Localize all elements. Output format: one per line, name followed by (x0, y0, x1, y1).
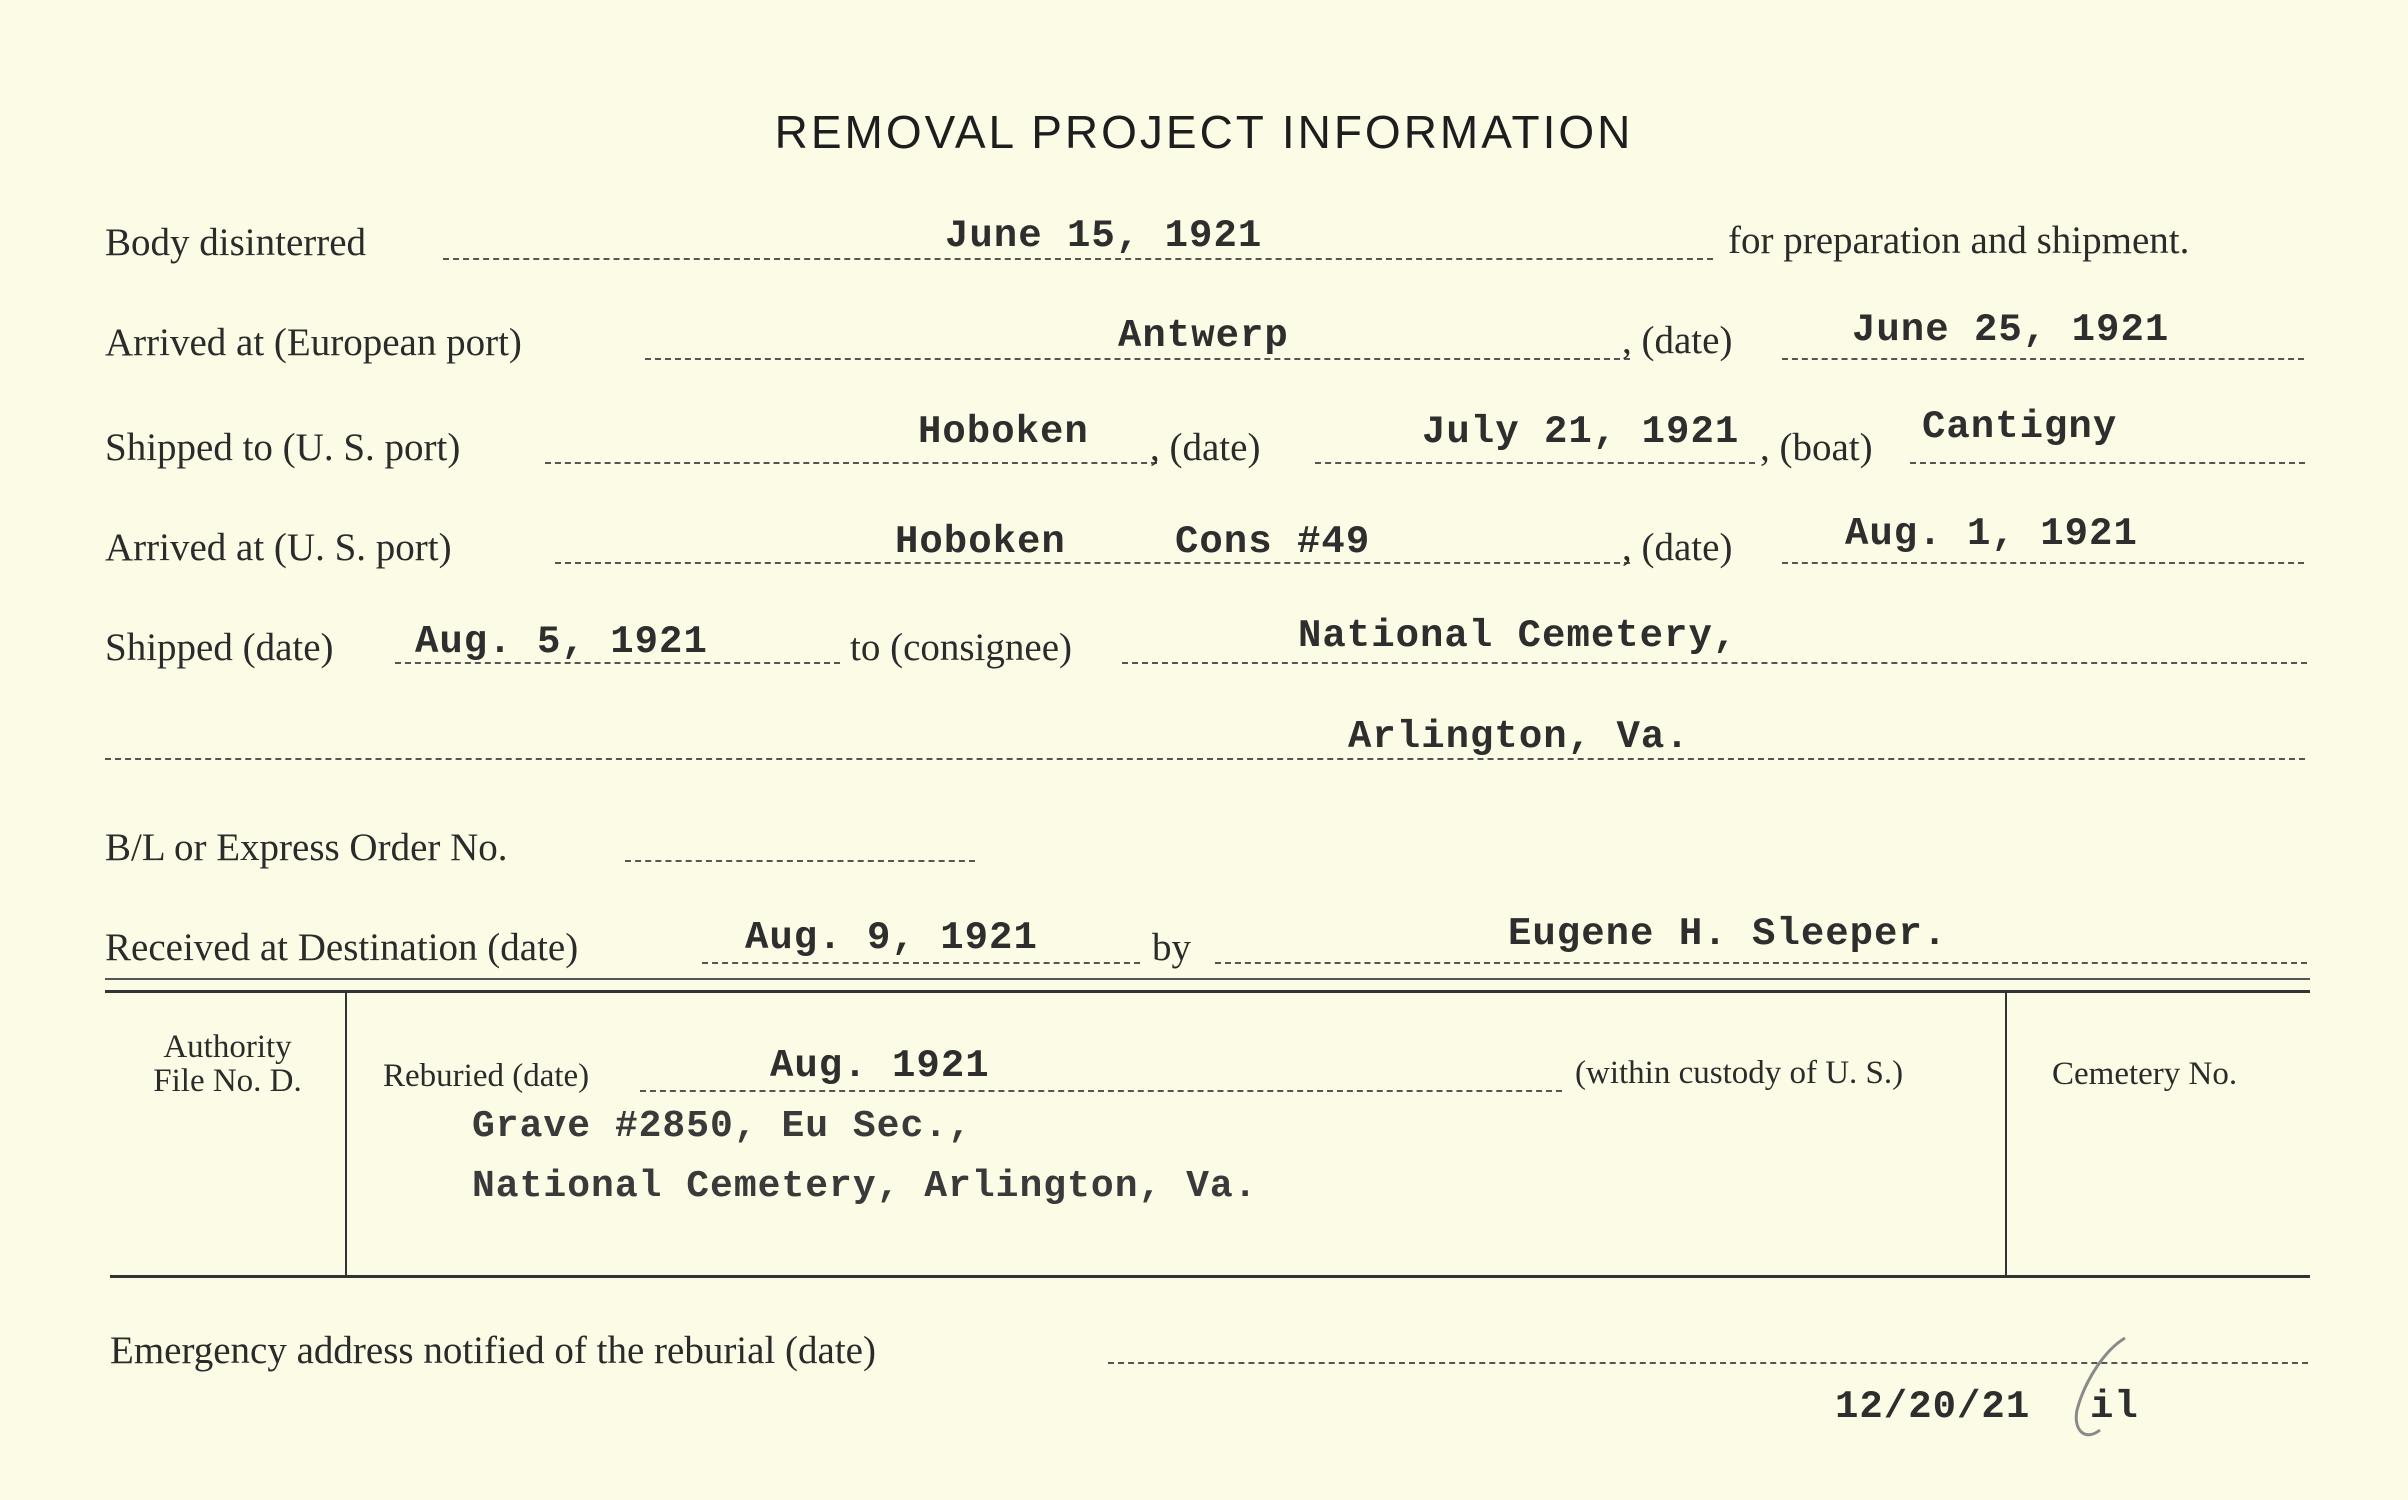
consignment-number: Cons #49 (1175, 520, 1371, 564)
consignee-line (1122, 662, 2307, 664)
european-date-line (1782, 358, 2304, 360)
authority-file-label (110, 1030, 345, 1098)
received-by-line (1215, 962, 2307, 964)
boat-line (1910, 462, 2305, 464)
cemetery-number-label: Cemetery No. (2052, 1056, 2238, 1092)
body-disinterred-value: June 15, 1921 (945, 214, 1263, 258)
box-bottom-rule (110, 1275, 2310, 1278)
authority-label-line2: File No. D. (153, 1063, 302, 1099)
grave-location-line1: Grave #2850, Eu Sec., (472, 1105, 972, 1148)
european-port-line (645, 358, 1630, 360)
us-port-shipped-line (545, 462, 1157, 464)
preparation-shipment-text: for preparation and shipment. (1728, 219, 2190, 262)
emergency-date-value: 12/20/21 (1835, 1385, 2031, 1429)
consignee-value-line1: National Cemetery, (1298, 614, 1738, 658)
custody-label: (within custody of U. S.) (1575, 1055, 1904, 1091)
arrived-date-value: Aug. 1, 1921 (1845, 512, 2138, 556)
boat-value: Cantigny (1922, 405, 2118, 449)
received-by-label: by (1152, 926, 1191, 969)
us-port-arrived-label: Arrived at (U. S. port) (105, 526, 452, 569)
received-date-value: Aug. 9, 1921 (745, 916, 1038, 960)
grave-location-line2: National Cemetery, Arlington, Va. (472, 1165, 1258, 1208)
consignee-line2 (105, 758, 2305, 760)
clerk-initials: il (2090, 1385, 2139, 1429)
box-top-rule (105, 990, 2310, 993)
european-port-label: Arrived at (European port) (105, 321, 522, 364)
received-date-line (702, 962, 1140, 964)
pencil-mark-icon (2055, 1330, 2135, 1450)
body-disinterred-line (443, 258, 1713, 260)
reburied-date-label: Reburied (date) (383, 1058, 590, 1094)
us-port-arrived-value: Hoboken (895, 520, 1066, 564)
european-date-label: , (date) (1622, 319, 1733, 362)
european-port-value: Antwerp (1118, 314, 1289, 358)
bl-express-label: B/L or Express Order No. (105, 826, 508, 869)
received-by-value: Eugene H. Sleeper. (1508, 912, 1948, 956)
box-top-rule-thin (105, 978, 2310, 980)
page-title: REMOVAL PROJECT INFORMATION (774, 106, 1634, 158)
us-port-shipped-label: Shipped to (U. S. port) (105, 426, 461, 469)
authority-label-line1: Authority (163, 1029, 292, 1065)
emergency-notified-label: Emergency address notified of the reburial (date) (110, 1329, 876, 1372)
consignee-value-line2: Arlington, Va. (1348, 715, 1690, 759)
arrived-date-label: , (date) (1622, 526, 1733, 569)
consignee-label: to (consignee) (850, 626, 1073, 669)
reburied-date-value: Aug. 1921 (770, 1044, 990, 1088)
bl-express-line (625, 860, 975, 862)
box-divider-right (2005, 992, 2007, 1275)
shipped-date-value: July 21, 1921 (1422, 410, 1740, 454)
us-port-shipped-value: Hoboken (918, 410, 1089, 454)
arrived-date-line (1782, 562, 2304, 564)
shipped-date2-label: Shipped (date) (105, 626, 334, 669)
reburied-date-line (640, 1090, 1562, 1092)
shipped-date-line (1315, 462, 1755, 464)
shipped-date-label: , (date) (1150, 426, 1261, 469)
european-date-value: June 25, 1921 (1852, 308, 2170, 352)
box-divider-left (345, 992, 347, 1275)
body-disinterred-label: Body disinterred (105, 221, 367, 264)
boat-label: , (boat) (1760, 426, 1873, 469)
us-port-arrived-line (555, 562, 1630, 564)
shipped-date2-value: Aug. 5, 1921 (415, 620, 708, 664)
received-destination-label: Received at Destination (date) (105, 926, 579, 969)
